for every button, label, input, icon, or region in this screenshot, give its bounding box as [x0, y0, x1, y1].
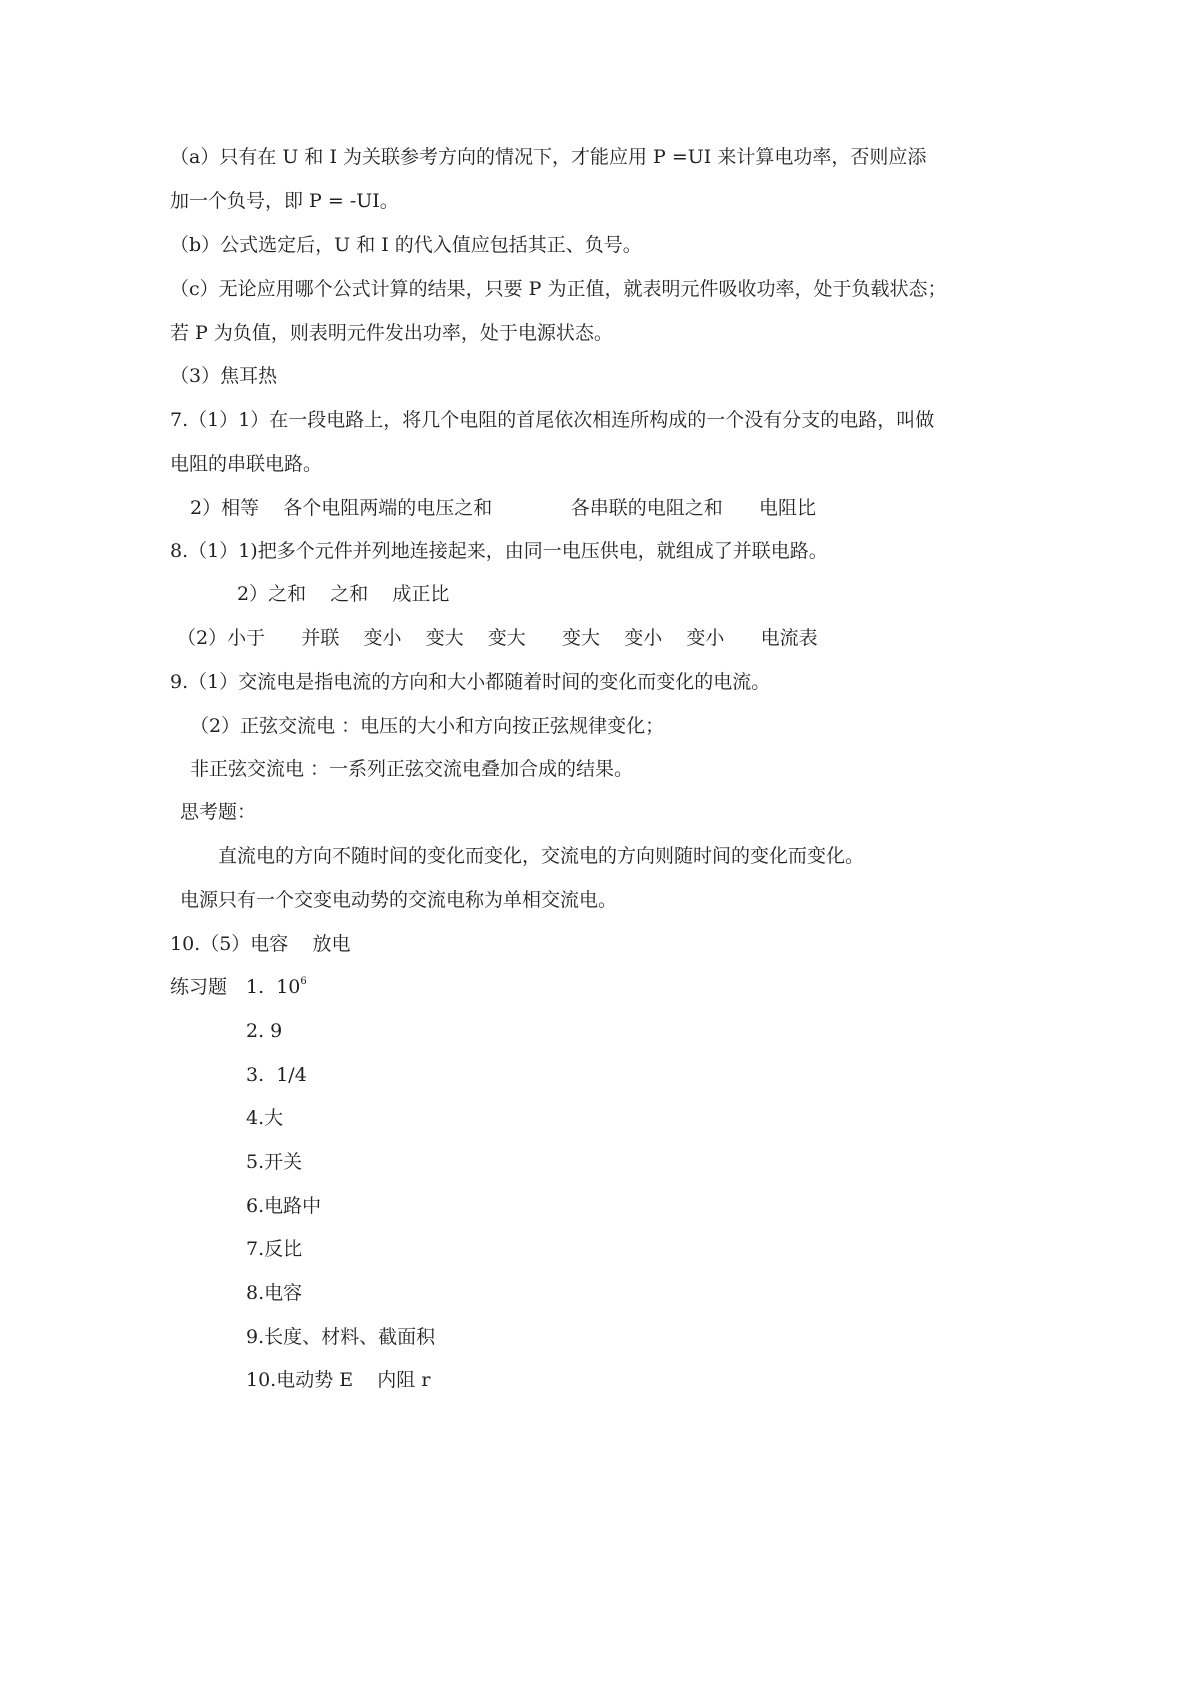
exercise-item-1-exponent: 6	[300, 976, 307, 987]
text-q8-line2: 2）之和 之和 成正比	[237, 583, 450, 605]
exercise-item-1	[246, 975, 307, 999]
exercise-item-5: 5.开关	[246, 1151, 303, 1173]
text-c-line1: （c）无论应用哪个公式计算的结果，只要 P 为正值，就表明元件吸收功率，处于负载状态；	[170, 278, 947, 300]
text-q9-line2: （2）正弦交流电 ：电压的大小和方向按正弦规律变化；	[190, 715, 665, 737]
text-q7-line1: 7.（1）1）在一段电路上，将几个电阻的首尾依次相连所构成的一个没有分支的电路，叫做	[170, 409, 935, 431]
text-q10: 10.（5）电容 放电	[170, 933, 351, 955]
text-q8-line1: 8.（1）1)把多个元件并列地连接起来，由同一电压供电，就组成了并联电路。	[170, 540, 828, 562]
text-think-line1: 直流电的方向不随时间的变化而变化，交流电的方向则随时间的变化而变化。	[218, 845, 865, 867]
text-think-line2: 电源只有一个交变电动势的交流电称为单相交流电。	[180, 889, 618, 911]
exercise-label: 练习题	[170, 976, 228, 998]
exercise-item-1-text: 1. 10	[246, 976, 301, 998]
text-q9-line3: 非正弦交流电 ：一系列正弦交流电叠加合成的结果。	[190, 758, 634, 780]
text-a-line1: （a）只有在 U 和 I 为关联参考方向的情况下，才能应用 P =UI 来计算电功率，否则应添	[170, 146, 927, 168]
text-c-line2: 若 P 为负值，则表明元件发出功率，处于电源状态。	[170, 322, 613, 344]
exercise-item-3: 3. 1/4	[246, 1064, 307, 1086]
exercise-item-2: 2. 9	[246, 1020, 283, 1042]
exercise-item-8: 8.电容	[246, 1282, 303, 1304]
text-q9-line1: 9.（1）交流电是指电流的方向和大小都随着时间的变化而变化的电流。	[170, 671, 771, 693]
exercise-item-10: 10.电动势 E 内阻 r	[246, 1369, 431, 1391]
text-q8-line3: （2）小于 并联 变小 变大 变大 变大 变小 变小 电流表	[177, 627, 818, 649]
text-joule-heat: （3）焦耳热	[170, 365, 278, 387]
exercise-item-7: 7.反比	[246, 1238, 303, 1260]
text-b: （b）公式选定后，U 和 I 的代入值应包括其正、负号。	[170, 234, 642, 256]
text-a-line2: 加一个负号，即 P = -UI。	[170, 190, 399, 212]
exercise-item-6: 6.电路中	[246, 1195, 322, 1217]
text-think-heading: 思考题：	[180, 801, 257, 823]
exercise-item-9: 9.长度、材料、截面积	[246, 1326, 436, 1348]
exercise-item-4: 4.大	[246, 1107, 284, 1129]
text-q7-line2: 电阻的串联电路。	[170, 453, 323, 475]
text-q7-line3: 2）相等 各个电阻两端的电压之和 各串联的电阻之和 电阻比	[190, 497, 816, 519]
